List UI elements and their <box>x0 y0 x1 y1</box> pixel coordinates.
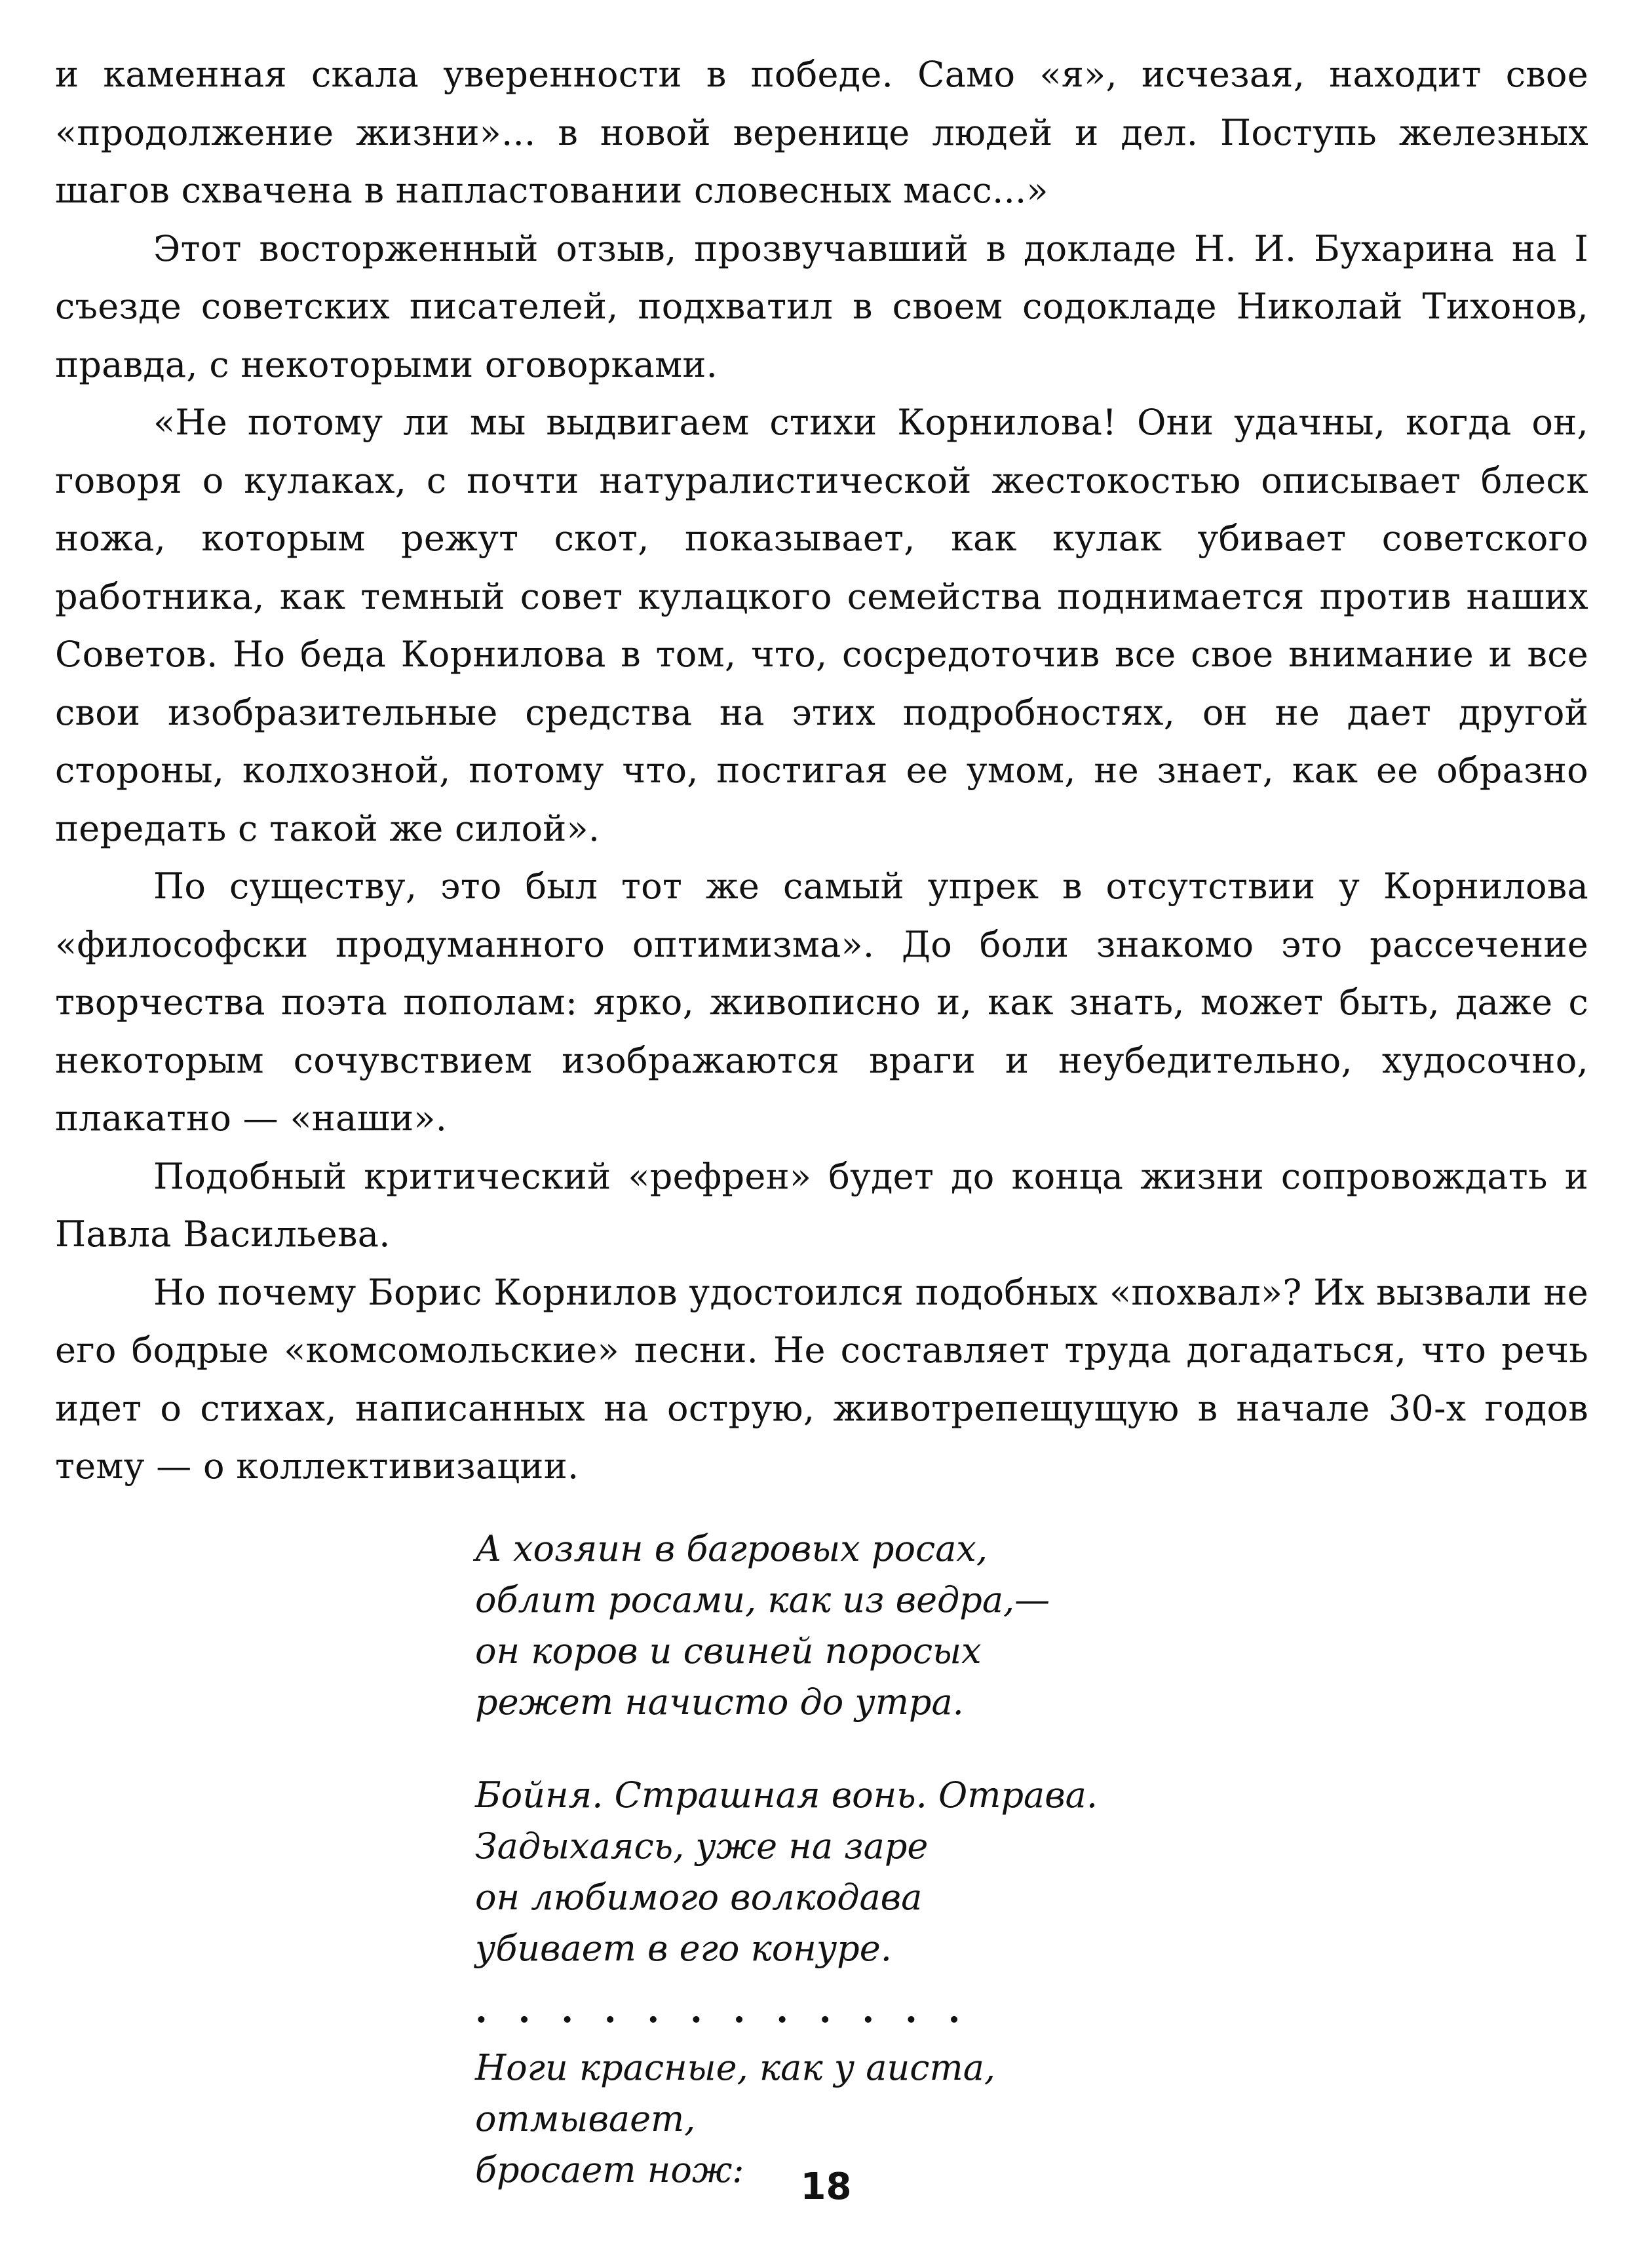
paragraph: Подобный критический «рефрен» будет до конца жизни сопровождать и Павла Васильева. <box>55 1155 1588 1255</box>
poem-stanza <box>475 1523 1261 1728</box>
paragraph: Но почему Борис Корнилов удостоился подобных «похвал»? Их вызвали не его бодрые «комсомольские» песни. Не составляет труда догадаться, что речь идет о стихах, написанных на острую, животрепещущую в начале 30-х годов тему — о коллективизации. <box>55 1271 1588 1487</box>
paragraph: и каменная скала уверенности в победе. Само «я», исчезая, находит свое «продолжение жизни»... в новой веренице людей и дел. Поступь железных шагов схвачена в напластовании словесных масс...» <box>55 54 1588 211</box>
paragraph: «Не потому ли мы выдвигаем стихи Корнилова! Они удачны, когда он, говоря о кулаках, с почти натуралистической жестокостью описывает блеск ножа, которым режут скот, показывает, как кулак убивает советского работника, как темный совет кулацкого семейства поднимается против наших Советов. Но беда Корнилова в том, что, сосредоточив все свое внимание и все свои изобразительные средства на этих подробностях, он не дает другой стороны, колхозной, потому что, постигая ее умом, не знает, как ее образно передать с такой же силой». <box>55 402 1588 849</box>
poem-line: убивает в его конуре. <box>475 1928 892 1969</box>
poem-line: он любимого волкодава <box>475 1877 923 1918</box>
poem-line: Бойня. Страшная вонь. Отрава. <box>475 1774 1098 1816</box>
poem-line: облит росами, как из ведра,— <box>475 1579 1050 1620</box>
poem-line: А хозяин в багровых росах, <box>475 1528 988 1569</box>
page-number: 18 <box>800 2166 852 2208</box>
body-text <box>55 46 1588 1496</box>
poem-stanza <box>475 1770 1261 1974</box>
poem-ellipsis: . . . . . . . . . . . . <box>475 1989 970 2031</box>
paragraph: Этот восторженный отзыв, прозвучавший в докладе Н. И. Бухарина на I съезде советских писателей, подхватил в своем содокладе Николай Тихонов, правда, с некоторыми оговорками. <box>55 227 1588 385</box>
poem-quote <box>475 1523 1261 2238</box>
poem-line: Задыхаясь, уже на заре <box>475 1825 929 1867</box>
poem-line: режет начисто до утра. <box>475 1681 964 1723</box>
paragraph: По существу, это был тот же самый упрек в отсутствии у Корнилова «философски продуманного оптимизма». До боли знакомо это рассечение творчества поэта пополам: ярко, живописно и, как знать, может быть, даже с некоторым сочувствием изображаются враги и неубедительно, худосочно, плакатно — «наши». <box>55 866 1588 1139</box>
poem-line: он коров и свиней поросых <box>475 1630 982 1671</box>
poem-line: бросает нож: <box>475 2149 744 2190</box>
poem-line: отмывает, <box>475 2098 696 2139</box>
poem-line: Ноги красные, как у аиста, <box>475 2047 996 2088</box>
